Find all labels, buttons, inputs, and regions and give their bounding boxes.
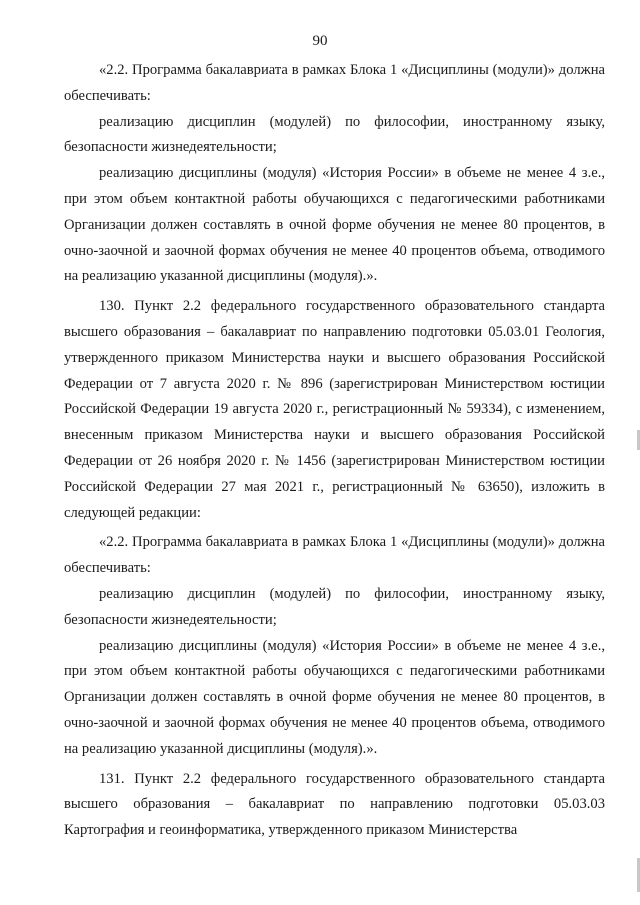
paragraph-quote-block1-intro: «2.2. Программа бакалавриата в рамках Блока 1 «Дисциплины (модули)» должна обеспечивать:	[64, 534, 605, 577]
paragraph-history-russia: реализацию дисциплины (модуля) «История России» в объеме не менее 4 з.е., при этом объем контактной работы обучающихся с педагогическими работниками Организации должен составлять в очной форме обучения не менее 80 процентов, в очно-заочной и заочной формах обучения не менее 40 процентов объема, отводимого на реализацию указанной дисциплины (модуля).».	[64, 165, 605, 285]
paragraph-quote-block1-intro: «2.2. Программа бакалавриата в рамках Блока 1 «Дисциплины (модули)» должна обеспечивать:	[64, 62, 605, 104]
document-body	[64, 58, 605, 844]
paragraph-disciplines-list: реализацию дисциплин (модулей) по философии, иностранному языку, безопасности жизнедеятельности;	[64, 585, 605, 628]
paragraph-item-131: 131. Пункт 2.2 федерального государственного образовательного стандарта высшего образования – бакалавриат по направлению подготовки 05.03.03 Картография и геоинформатика, утвержденного приказом Министерства	[64, 770, 605, 839]
page-number: 90	[312, 33, 328, 49]
paragraph-disciplines-list: реализацию дисциплин (модулей) по философии, иностранному языку, безопасности жизнедеятельности;	[64, 113, 605, 156]
paragraph-history-russia: реализацию дисциплины (модуля) «История России» в объеме не менее 4 з.е., при этом объем контактной работы обучающихся с педагогическими работниками Организации должен составлять в очной форме обучения не менее 80 процентов, в очно-заочной и заочной формах обучения не менее 40 процентов объема, отводимого на реализацию указанной дисциплины (модуля).».	[64, 637, 605, 757]
paragraph-item-130: 130. Пункт 2.2 федерального государственного образовательного стандарта высшего образования – бакалавриат по направлению подготовки 05.03.01 Геология, утвержденного приказом Министерства науки и высшего образования Российской Федерации от 7 августа 2020 г. № 896 (зарегистрирован Министерством юстиции Российской Федерации 19 августа 2020 г., регистрационный № 59334), с изменением, внесенным приказом Министерства науки и высшего образования Российской Федерации от 26 ноября 2020 г. № 1456 (зарегистрирован Министерством юстиции Российской Федерации 27 мая 2021 г., регистрационный № 63650), изложить в следующей редакции:	[64, 298, 605, 521]
